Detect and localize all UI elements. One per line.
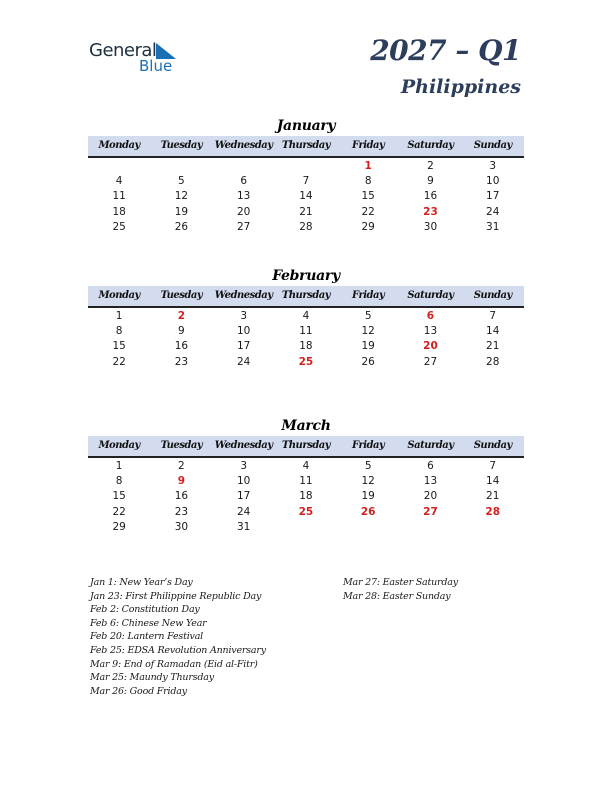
day-cell: 23 [174,355,189,368]
day-cell [399,520,461,535]
day-cell [275,520,337,535]
week-row [88,220,524,235]
weekday-label: Sunday [473,290,512,301]
weekday-label: Tuesday [160,290,203,301]
day-cell: 10 [236,475,251,488]
holiday-note: Mar 9: End of Ramadan (Eid al-Fitr) [90,658,258,670]
day-cell-holiday: 25 [298,505,314,518]
week-row [88,174,524,189]
day-cell: 21 [486,340,500,353]
weekday-label: Wednesday [214,290,273,301]
day-cell: 10 [236,325,251,338]
weekday-label: Saturday [407,440,454,451]
day-cell: 2 [178,460,185,472]
day-cell: 12 [174,190,189,203]
day-cell: 13 [423,325,438,338]
month-calendar-march [88,416,524,535]
day-cell: 8 [364,175,372,188]
day-cell: 6 [240,175,247,188]
day-cell: 22 [361,205,375,218]
day-cell-holiday: 28 [485,505,501,518]
day-cell: 24 [236,355,251,368]
weekday-label: Saturday [407,290,454,301]
days-grid [88,458,524,535]
week-row [88,489,524,504]
day-cell [150,159,212,174]
weekday-header-row [88,136,524,158]
day-cell: 11 [112,190,126,203]
day-cell: 27 [236,220,251,233]
day-cell: 7 [489,310,497,322]
month-name: February [272,268,340,284]
day-cell: 29 [112,520,126,533]
day-cell [88,159,150,174]
day-cell-holiday: 26 [360,505,376,518]
day-cell: 4 [115,175,123,188]
day-cell: 14 [299,190,313,203]
holiday-note: Feb 2: Constitution Day [90,604,200,616]
day-cell: 15 [112,490,126,503]
weekday-label: Saturday [407,140,454,151]
week-row [88,205,524,220]
logo-text-general: General [89,40,157,61]
weekday-label: Friday [352,440,385,451]
day-cell [213,159,275,174]
week-row [88,309,524,324]
day-cell: 21 [299,205,313,218]
month-name: January [276,118,336,134]
day-cell: 19 [361,490,375,503]
holiday-note: Feb 6: Chinese New Year [90,617,207,629]
logo-text-blue: Blue [139,57,173,75]
day-cell: 22 [112,355,126,368]
days-grid [88,158,524,235]
weekday-label: Sunday [473,140,512,151]
day-cell: 3 [240,460,247,472]
weekday-header-row [88,436,524,458]
weekday-header-row [88,286,524,308]
day-cell: 8 [115,475,123,488]
day-cell: 14 [486,325,500,338]
week-row [88,474,524,489]
weekday-label: Monday [98,140,140,151]
day-cell: 28 [299,220,313,233]
day-cell: 31 [236,520,251,533]
week-row [88,189,524,204]
day-cell: 17 [486,190,500,203]
weekday-label: Friday [352,140,385,151]
week-row [88,339,524,354]
day-cell: 24 [486,205,500,218]
week-row [88,520,524,535]
day-cell: 17 [236,490,251,503]
day-cell-holiday: 20 [423,340,438,353]
day-cell: 7 [489,460,497,472]
day-cell: 28 [486,355,500,368]
day-cell: 29 [361,220,375,233]
day-cell: 21 [486,490,500,503]
day-cell [462,520,524,535]
day-cell: 7 [302,175,310,188]
day-cell: 16 [174,340,189,353]
week-row [88,159,524,174]
weekday-label: Thursday [281,440,331,451]
page-subtitle: Philippines [400,76,521,98]
week-row [88,459,524,474]
day-cell: 24 [236,505,251,518]
holiday-note: Mar 26: Good Friday [90,685,187,697]
day-cell: 31 [486,220,500,233]
day-cell-holiday: 27 [423,505,438,518]
day-cell: 8 [115,325,123,338]
day-cell: 15 [361,190,375,203]
day-cell-holiday: 2 [177,310,186,322]
holiday-notes-left [90,576,266,698]
day-cell: 9 [178,325,185,338]
holiday-note: Mar 28: Easter Sunday [343,590,451,602]
day-cell: 16 [174,490,189,503]
weekday-label: Tuesday [160,140,203,151]
day-cell [337,520,399,535]
day-cell: 19 [361,340,375,353]
day-cell: 26 [361,355,375,368]
day-cell: 5 [364,310,372,322]
day-cell: 12 [361,475,375,488]
month-calendar-february [88,266,524,370]
day-cell: 18 [299,490,313,503]
weekday-label: Wednesday [214,140,273,151]
day-cell: 6 [427,460,434,472]
day-cell: 2 [427,160,434,172]
holiday-notes-right [343,576,458,603]
day-cell: 20 [423,490,438,503]
month-name: March [281,418,331,434]
day-cell: 12 [361,325,375,338]
day-cell: 3 [240,310,247,322]
day-cell: 1 [115,460,123,472]
brand-logo [89,40,189,76]
weekday-label: Tuesday [160,440,203,451]
weekday-label: Monday [98,290,140,301]
holiday-note: Feb 20: Lantern Festival [90,631,204,643]
day-cell-holiday: 6 [426,310,435,322]
day-cell: 20 [236,205,251,218]
day-cell: 17 [236,340,251,353]
week-row [88,355,524,370]
day-cell: 10 [486,175,500,188]
day-cell: 22 [112,505,126,518]
day-cell-holiday: 1 [364,160,372,172]
day-cell: 11 [299,325,313,338]
day-cell: 19 [174,205,189,218]
weekday-label: Thursday [281,290,331,301]
weekday-label: Thursday [281,140,331,151]
day-cell: 18 [112,205,126,218]
day-cell: 15 [112,340,126,353]
weekday-label: Sunday [473,440,512,451]
day-cell: 27 [423,355,438,368]
day-cell: 4 [302,460,310,472]
day-cell: 23 [174,505,189,518]
day-cell: 3 [489,160,497,172]
day-cell: 18 [299,340,313,353]
day-cell: 9 [427,175,434,188]
page-title: 2027 – Q1 [370,34,521,67]
holiday-note: Jan 23: First Philippine Republic Day [90,590,262,602]
day-cell: 26 [174,220,189,233]
month-calendar-january [88,116,524,235]
day-cell-holiday: 9 [177,475,186,488]
holiday-note: Mar 25: Maundy Thursday [90,672,214,684]
day-cell: 16 [423,190,438,203]
holiday-note: Jan 1: New Year’s Day [90,577,193,588]
weekday-label: Friday [352,290,385,301]
week-row [88,505,524,520]
week-row [88,324,524,339]
day-cell [275,159,337,174]
day-cell: 14 [486,475,500,488]
day-cell: 11 [299,475,313,488]
day-cell: 13 [236,190,251,203]
weekday-label: Wednesday [214,440,273,451]
day-cell: 5 [178,175,185,188]
holiday-note: Mar 27: Easter Saturday [343,577,458,588]
holiday-note: Feb 25: EDSA Revolution Anniversary [90,644,266,656]
day-cell-holiday: 23 [423,205,438,218]
day-cell: 5 [364,460,372,472]
day-cell: 13 [423,475,438,488]
day-cell: 1 [115,310,123,322]
day-cell-holiday: 25 [298,355,314,368]
day-cell: 25 [112,220,126,233]
weekday-label: Monday [98,440,140,451]
day-cell: 30 [174,520,189,533]
day-cell: 4 [302,310,310,322]
day-cell: 30 [423,220,438,233]
days-grid [88,308,524,370]
